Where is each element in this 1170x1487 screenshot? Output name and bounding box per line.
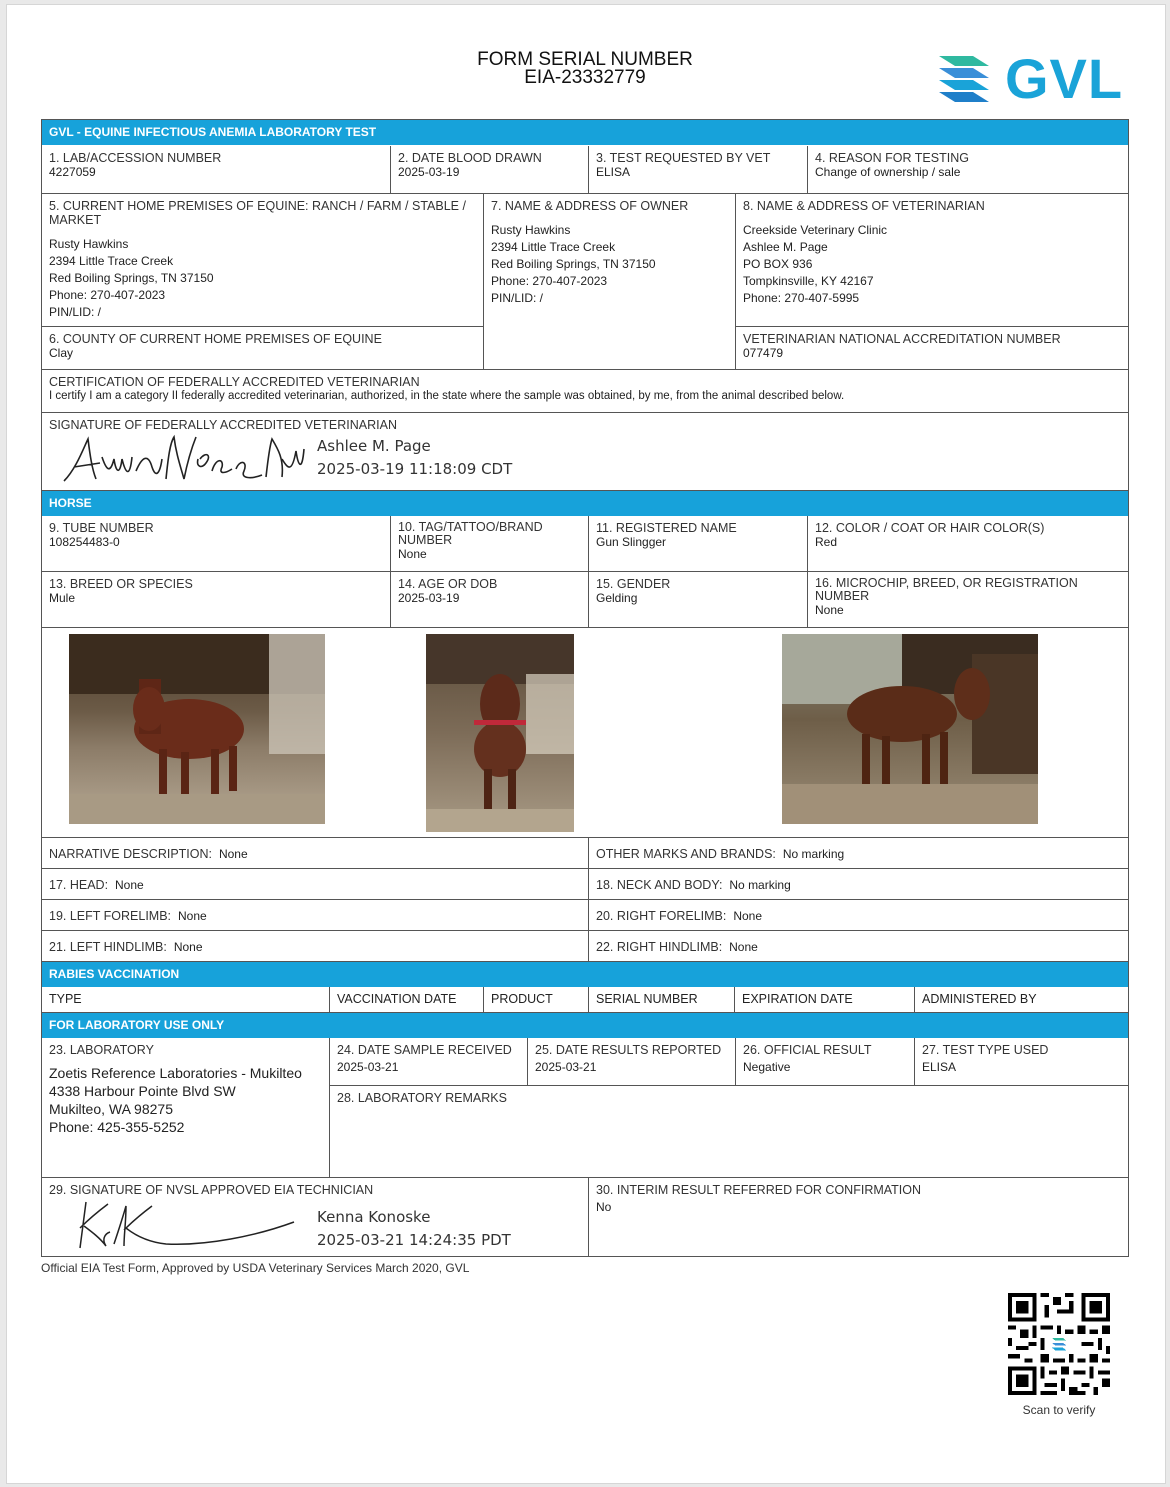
address-line: Zoetis Reference Laboratories - Mukilteo xyxy=(49,1065,302,1081)
rabies-col-vaccination-date: VACCINATION DATE xyxy=(330,987,484,1013)
vet-signer-name: Ashlee M. Page xyxy=(317,437,431,455)
field-label: CERTIFICATION OF FEDERALLY ACCREDITED VETERINARIAN xyxy=(49,375,420,389)
footer-approval-text: Official EIA Test Form, Approved by USDA Veterinary Services March 2020, GVL xyxy=(41,1261,470,1275)
field-vet-signature xyxy=(42,413,1128,491)
field-value: ELISA xyxy=(922,1060,957,1074)
field-vet-accreditation xyxy=(736,327,1128,370)
field-home-premises xyxy=(42,194,484,327)
field-value: 2025-03-19 xyxy=(398,165,460,179)
field-label: 28. LABORATORY REMARKS xyxy=(337,1091,507,1105)
field-lab-accession xyxy=(42,146,391,194)
field-veterinarian xyxy=(736,194,1128,327)
gvl-logo xyxy=(935,47,1135,110)
field-label: 12. COLOR / COAT OR HAIR COLOR(S) xyxy=(815,521,1045,535)
field-label: 24. DATE SAMPLE RECEIVED xyxy=(337,1043,512,1057)
field-date-reported xyxy=(528,1038,736,1086)
field-color xyxy=(808,516,1128,572)
field-breed xyxy=(42,572,391,628)
field-technician-signature xyxy=(42,1178,589,1256)
address-line: Creekside Veterinary Clinic xyxy=(743,223,888,237)
field-laboratory xyxy=(42,1038,330,1178)
address-line: Rusty Hawkins xyxy=(49,237,129,251)
form-serial-header xyxy=(420,51,750,87)
address-line: PIN/LID: / xyxy=(491,291,544,305)
field-label: 20. RIGHT FORELIMB: xyxy=(596,909,727,923)
field-label: 2. DATE BLOOD DRAWN xyxy=(398,151,542,165)
address-line: Mukilteo, WA 98275 xyxy=(49,1101,173,1117)
rabies-col-product: PRODUCT xyxy=(484,987,589,1013)
field-value: 2025-03-19 xyxy=(398,591,460,605)
address-line: Rusty Hawkins xyxy=(491,223,571,237)
field-value: No marking xyxy=(729,878,791,892)
field-label: 8. NAME & ADDRESS OF VETERINARIAN xyxy=(743,199,985,213)
field-value: None xyxy=(218,847,248,861)
field-value: 077479 xyxy=(743,346,784,360)
field-lab-remarks xyxy=(330,1086,1128,1178)
field-value xyxy=(491,222,728,307)
field-registered-name xyxy=(589,516,808,572)
horse-photo-3[interactable] xyxy=(782,634,1038,824)
logo-text: GVL xyxy=(1005,47,1124,110)
field-value: 108254483-0 xyxy=(49,535,120,549)
gvl-logo-icon xyxy=(935,50,997,110)
field-label: 16. MICROCHIP, BREED, OR REGISTRATION NUMBER xyxy=(815,576,1078,603)
field-label: SIGNATURE OF FEDERALLY ACCREDITED VETERINARIAN xyxy=(49,418,397,432)
address-line: Phone: 425-355-5252 xyxy=(49,1119,185,1135)
field-label: VETERINARIAN NATIONAL ACCREDITATION NUMBER xyxy=(743,332,1061,346)
section-lab-header: FOR LABORATORY USE ONLY xyxy=(42,1013,1128,1038)
field-label: 30. INTERIM RESULT REFERRED FOR CONFIRMATION xyxy=(596,1183,922,1197)
field-value: Gun Slingger xyxy=(596,535,667,549)
field-value: None xyxy=(733,909,762,923)
address-line: Phone: 270-407-2023 xyxy=(491,274,608,288)
section-rabies-header: RABIES VACCINATION xyxy=(42,962,1128,987)
field-value xyxy=(743,222,1121,307)
field-right-forelimb xyxy=(589,900,1128,931)
field-label: 18. NECK AND BODY: xyxy=(596,878,723,892)
field-owner xyxy=(484,194,736,370)
address-line: Tompkinsville, KY 42167 xyxy=(743,274,874,288)
field-value: Clay xyxy=(49,346,74,360)
address-line: 2394 Little Trace Creek xyxy=(491,240,616,254)
address-line: 4338 Harbour Pointe Blvd SW xyxy=(49,1083,236,1099)
field-left-forelimb xyxy=(42,900,589,931)
horse-photo-1[interactable] xyxy=(69,634,325,824)
field-label: 21. LEFT HINDLIMB: xyxy=(49,940,167,954)
field-label: 19. LEFT FORELIMB: xyxy=(49,909,172,923)
field-left-hindlimb xyxy=(42,931,589,962)
field-label: 6. COUNTY OF CURRENT HOME PREMISES OF EQUINE xyxy=(49,332,382,346)
vet-signature-image xyxy=(56,429,306,489)
field-value: Negative xyxy=(743,1060,791,1074)
field-value: None xyxy=(398,547,427,561)
field-narrative xyxy=(42,838,589,869)
field-value: None xyxy=(173,940,203,954)
field-value xyxy=(49,236,476,321)
field-label: 29. SIGNATURE OF NVSL APPROVED EIA TECHNICIAN xyxy=(49,1183,374,1197)
field-label: 11. REGISTERED NAME xyxy=(596,521,737,535)
field-label: 15. GENDER xyxy=(596,577,671,591)
field-date-received xyxy=(330,1038,528,1086)
field-label: 9. TUBE NUMBER xyxy=(49,521,154,535)
field-tube-number xyxy=(42,516,391,572)
address-line: PO BOX 936 xyxy=(743,257,813,271)
field-label: 3. TEST REQUESTED BY VET xyxy=(596,151,771,165)
field-head xyxy=(42,869,589,900)
field-value: None xyxy=(177,909,207,923)
field-reason-testing xyxy=(808,146,1128,194)
field-other-marks xyxy=(589,838,1128,869)
field-label: NARRATIVE DESCRIPTION: xyxy=(49,847,212,861)
certification-text: I certify I am a category II federally accredited veterinarian, authorized, in the state where the sample was obtained, by me, from the animal described below. xyxy=(49,390,845,402)
rabies-col-expiration: EXPIRATION DATE xyxy=(735,987,915,1013)
rabies-col-serial: SERIAL NUMBER xyxy=(589,987,735,1013)
field-label: 4. REASON FOR TESTING xyxy=(815,151,969,165)
address-line: PIN/LID: / xyxy=(49,305,102,319)
field-microchip xyxy=(808,572,1128,628)
horse-photos xyxy=(42,628,1128,838)
field-label: 26. OFFICIAL RESULT xyxy=(743,1043,872,1057)
field-label: 5. CURRENT HOME PREMISES OF EQUINE: RANCH / FARM / STABLE / MARKET xyxy=(49,199,466,227)
eia-form xyxy=(41,119,1129,1257)
serial-number: EIA-23332779 xyxy=(524,67,646,88)
address-line: Phone: 270-407-5995 xyxy=(743,291,860,305)
field-label: 7. NAME & ADDRESS OF OWNER xyxy=(491,199,689,213)
field-label: 13. BREED OR SPECIES xyxy=(49,577,193,591)
horse-photo-2[interactable] xyxy=(426,634,574,832)
field-label: 22. RIGHT HINDLIMB: xyxy=(596,940,723,954)
rabies-col-administered-by: ADMINISTERED BY xyxy=(915,987,1128,1013)
field-age-dob xyxy=(391,572,589,628)
field-label: 1. LAB/ACCESSION NUMBER xyxy=(49,151,222,165)
field-county xyxy=(42,327,484,370)
field-value: None xyxy=(729,940,758,954)
qr-code-icon[interactable] xyxy=(1008,1293,1110,1395)
field-value: None xyxy=(115,878,144,892)
field-label: 17. HEAD: xyxy=(49,878,109,892)
field-label: 10. TAG/TATTOO/BRAND NUMBER xyxy=(398,520,543,547)
field-value: 4227059 xyxy=(49,165,96,179)
field-value: Change of ownership / sale xyxy=(815,165,961,179)
field-label: 14. AGE OR DOB xyxy=(398,577,498,591)
technician-signature-datetime: 2025-03-21 14:24:35 PDT xyxy=(317,1231,511,1249)
field-value: Gelding xyxy=(596,591,638,605)
field-value: Red xyxy=(815,535,838,549)
vet-signature-datetime: 2025-03-19 11:18:09 CDT xyxy=(317,460,513,478)
field-date-blood-drawn xyxy=(391,146,589,194)
rabies-col-type: TYPE xyxy=(42,987,330,1013)
field-neck-body xyxy=(589,869,1128,900)
field-right-hindlimb xyxy=(589,931,1128,962)
field-test-requested xyxy=(589,146,808,194)
field-test-type xyxy=(915,1038,1128,1086)
field-value: ELISA xyxy=(596,165,631,179)
scan-to-verify-label: Scan to verify xyxy=(1022,1403,1096,1417)
field-value: No xyxy=(596,1200,612,1214)
section-eia-header: GVL - EQUINE INFECTIOUS ANEMIA LABORATORY TEST xyxy=(42,120,1128,145)
field-official-result xyxy=(736,1038,915,1086)
address-line: Ashlee M. Page xyxy=(743,240,828,254)
field-value: None xyxy=(815,603,844,617)
field-value: 2025-03-21 xyxy=(535,1060,597,1074)
field-label: OTHER MARKS AND BRANDS: xyxy=(596,847,776,861)
field-value: Mule xyxy=(49,591,76,605)
field-label: 27. TEST TYPE USED xyxy=(922,1043,1049,1057)
field-label: 25. DATE RESULTS REPORTED xyxy=(535,1043,722,1057)
address-line: Red Boiling Springs, TN 37150 xyxy=(49,271,214,285)
address-line: 2394 Little Trace Creek xyxy=(49,254,174,268)
address-line: Red Boiling Springs, TN 37150 xyxy=(491,257,656,271)
serial-label: FORM SERIAL NUMBER xyxy=(477,49,693,70)
field-tag-tattoo xyxy=(391,516,589,572)
field-gender xyxy=(589,572,808,628)
field-label: 23. LABORATORY xyxy=(49,1043,154,1057)
field-value: No marking xyxy=(782,847,845,861)
field-certification xyxy=(42,370,1128,413)
field-value xyxy=(49,1064,322,1136)
field-value: 2025-03-21 xyxy=(337,1060,399,1074)
address-line: Phone: 270-407-2023 xyxy=(49,288,166,302)
technician-name: Kenna Konoske xyxy=(317,1208,431,1226)
field-interim-result xyxy=(589,1178,1128,1256)
section-horse-header: HORSE xyxy=(42,491,1128,516)
technician-signature-image xyxy=(56,1196,306,1254)
